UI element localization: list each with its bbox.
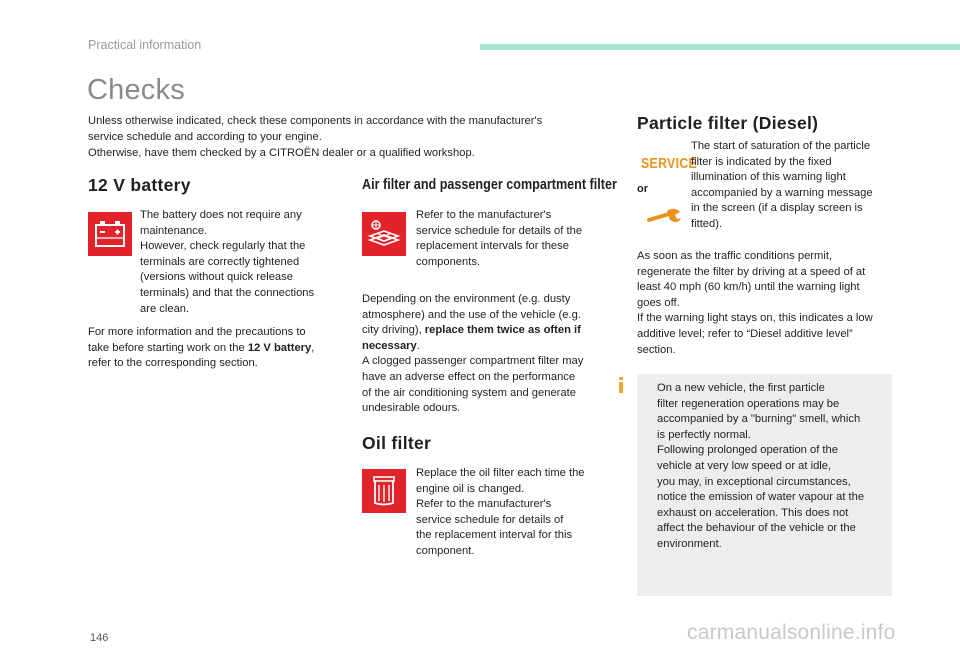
particle-filter-heading: Particle filter (Diesel) — [637, 113, 819, 133]
oil-filter-heading: Oil filter — [362, 433, 432, 453]
particle-filter-body: As soon as the traffic conditions permit, regenerate the filter by driving at a speed of at least 40 mph (60 km/h) until the warning light goes off. If the warning light stays on, this indicates a low additive level; refer to “Diesel additive level” section. — [637, 250, 873, 356]
air-filter-icon-text: Refer to the manufacturer's service schedule for details of the replacement intervals for these components. — [416, 209, 583, 268]
battery-heading: 12 V battery — [88, 175, 191, 195]
or-label: or — [637, 183, 648, 195]
intro-line: Unless otherwise indicated, check these components in accordance with the manufacturer's — [88, 115, 543, 127]
air-filter-icon — [362, 212, 406, 256]
intro-paragraph — [88, 113, 588, 161]
wrench-icon — [645, 207, 683, 227]
information-note-text: On a new vehicle, the first particle filter regeneration operations may be accompanied by a "burning" smell, which is perfectly normal. Following prolonged operation of the vehicle at very low speed or at idle, you may, in exceptional circumstances, notice the emission of water vapour at the exhaust on acceleration. This does not affect the behaviour of the vehicle or the environment. — [657, 382, 865, 550]
info-icon — [619, 377, 623, 393]
battery-icon — [88, 212, 132, 256]
oil-filter-icon — [362, 469, 406, 513]
page-title: Checks — [87, 74, 185, 106]
battery-more-info: For more information and the precautions to take before starting work on the 12 V battery, refer to the corresponding section. — [88, 326, 315, 370]
service-warning-icon: SERVICE — [641, 155, 698, 172]
air-filter-heading: Air filter and passenger compartment filter — [362, 176, 617, 193]
intro-line: service schedule and according to your engine. — [88, 131, 322, 143]
header-accent-bar — [480, 44, 960, 50]
watermark: carmanualsonline.info — [687, 621, 896, 644]
air-filter-body: Depending on the environment (e.g. dusty atmosphere) and the use of the vehicle (e.g. city driving), replace them twice as often if necessary. A clogged passenger compartment filter may have an adverse effect on the performance of the air conditioning system and generate undesirable odours. — [362, 293, 584, 415]
page-number: 146 — [90, 632, 109, 644]
section-header: Practical information — [88, 38, 202, 52]
intro-line: Otherwise, have them checked by a CITROËN dealer or a qualified workshop. — [88, 147, 475, 159]
oil-filter-icon-text: Replace the oil filter each time the engine oil is changed. Refer to the manufacturer's service schedule for details of the replacement interval for this component. — [416, 467, 585, 557]
battery-icon-text: The battery does not require any maintenance. However, check regularly that the terminals are correctly tightened (versions without quick release terminals) and that the connections are clean. — [140, 209, 315, 315]
particle-filter-icon-text: The start of saturation of the particle filter is indicated by the fixed illumination of this warning light accompanied by a warning message in the screen (if a display screen is fitted). — [691, 140, 873, 230]
